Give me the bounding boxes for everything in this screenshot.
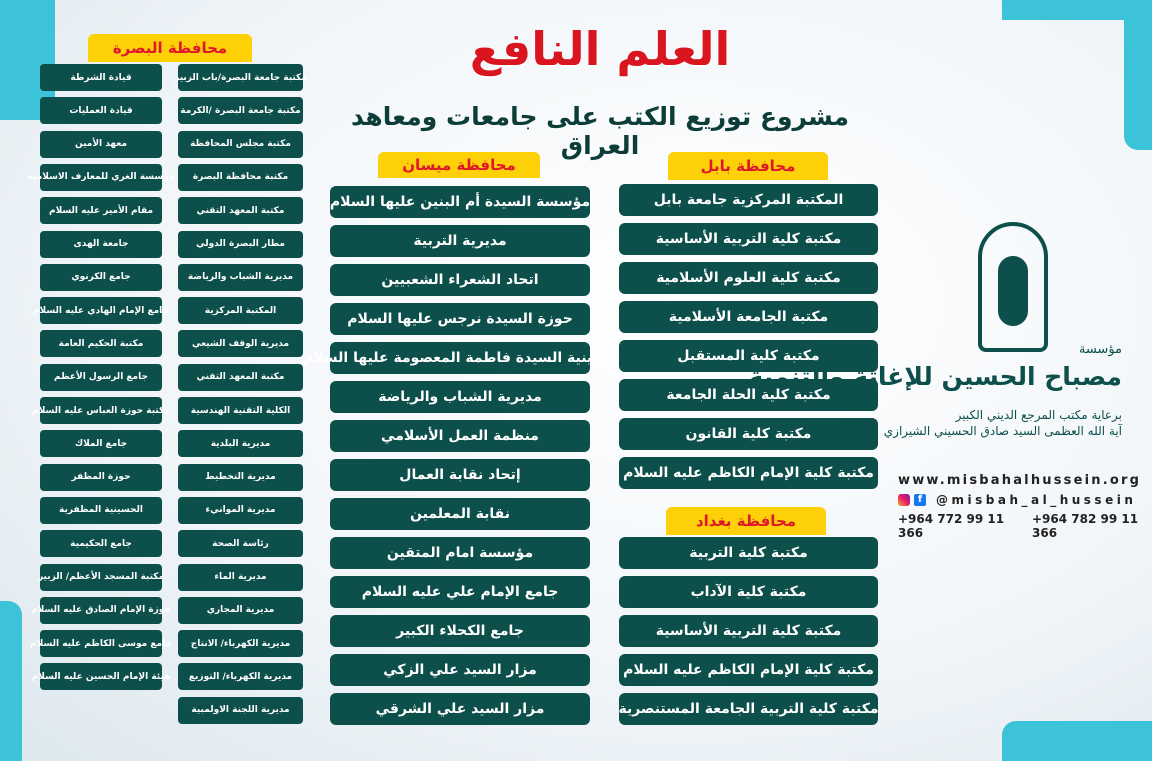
babil-header: محافظة بابل xyxy=(668,152,828,180)
website-link[interactable]: www.misbahalhussein.org xyxy=(898,473,1142,488)
list-item: جامع الإمام الهادي عليه السلام xyxy=(40,297,162,324)
org-patron-line2: آية الله العظمى السيد صادق الحسيني الشيرازي xyxy=(883,424,1122,438)
maysan-header: محافظة ميسان xyxy=(378,152,540,178)
list-item: جامعة الهدى xyxy=(40,231,162,258)
list-item: إتحاد نقابة العمال xyxy=(330,459,590,491)
social-handle[interactable]: @misbah_al_hussein xyxy=(936,493,1137,507)
list-item: مكتبة كلية الحلة الجامعة xyxy=(619,379,878,411)
list-item: جامع موسى الكاظم عليه السلام xyxy=(40,630,162,657)
org-name: مصباح الحسين للإغاثة والتنمية xyxy=(748,362,1122,391)
list-item: مزار السيد علي الشرقي xyxy=(330,693,590,725)
list-item: المكتبة المركزية جامعة بابل xyxy=(619,184,878,216)
list-item: مديرية التربية xyxy=(330,225,590,257)
list-item: جامع الحكيمية xyxy=(40,530,162,557)
list-item: مؤسسة امام المتقين xyxy=(330,537,590,569)
basra-header: محافظة البصرة xyxy=(88,34,252,62)
list-item: جامع الإمام علي عليه السلام xyxy=(330,576,590,608)
list-item: قيادة العمليات xyxy=(40,97,162,124)
list-item: مكتبة محافظة البصرة xyxy=(178,164,303,191)
list-item: مكتبة جامعة البصرة/باب الزبير xyxy=(178,64,303,91)
list-item: الكلية التقنية الهندسية xyxy=(178,397,303,424)
list-item: مكتبة كلية التربية الجامعة المستنصرية xyxy=(619,693,878,725)
list-item: الحسينية المظفرية xyxy=(40,497,162,524)
poster-title: العلم النافع xyxy=(469,22,731,76)
list-item: مكتبة كلية التربية الأساسية xyxy=(619,223,878,255)
list-item: مطار البصرة الدولي xyxy=(178,231,303,258)
list-item: جامع الرسول الأعظم xyxy=(40,364,162,391)
list-item: مديرية اللجنة الاولمبية xyxy=(178,697,303,724)
list-item: مكتبة المعهد التقني xyxy=(178,197,303,224)
decor-corner xyxy=(1124,0,1152,150)
phone-number[interactable]: +964 782 99 11 366 xyxy=(1032,512,1139,540)
list-item: حسينية السيدة فاطمة المعصومة عليها السلام xyxy=(330,342,590,374)
list-item: مديرية الكهرباء/ التوزيع xyxy=(178,663,303,690)
list-item: رئاسة الصحة xyxy=(178,530,303,557)
decor-corner xyxy=(0,601,22,761)
list-item: قيادة الشرطة xyxy=(40,64,162,91)
phone-row xyxy=(898,512,1152,540)
list-item: مديرية البلدية xyxy=(178,430,303,457)
list-item: مديرية الكهرباء/ الانتاج xyxy=(178,630,303,657)
list-item: مؤسسة السيدة أم البنين عليها السلام xyxy=(330,186,590,218)
list-item: جامع الكحلاء الكبير xyxy=(330,615,590,647)
list-item: مديرية الوقف الشيعي xyxy=(178,330,303,357)
list-item: مكتبة كلية التربية الأساسية xyxy=(619,615,878,647)
list-item: اتحاد الشعراء الشعبيين xyxy=(330,264,590,296)
list-item: معهد الأمين xyxy=(40,131,162,158)
organization-logo xyxy=(978,222,1048,352)
list-item: مكتبة كلية الآداب xyxy=(619,576,878,608)
list-item: مكتبة المعهد التقني xyxy=(178,364,303,391)
list-item: مكتبة الجامعة الأسلامية xyxy=(619,301,878,333)
decor-corner xyxy=(1002,721,1152,761)
list-item: حوزة المظفر xyxy=(40,464,162,491)
list-item: مزار السيد علي الزكي xyxy=(330,654,590,686)
list-item: مؤسسة الغري للمعارف الاسلامية xyxy=(40,164,162,191)
list-item: منظمة العمل الأسلامي xyxy=(330,420,590,452)
list-item: مكتبة الحكيم العامة xyxy=(40,330,162,357)
list-item: مكتبة كلية التربية xyxy=(619,537,878,569)
facebook-icon[interactable]: f xyxy=(914,494,926,506)
list-item: مديرية الموانيء xyxy=(178,497,303,524)
instagram-icon[interactable] xyxy=(898,494,910,506)
list-item: مكتبة كلية العلوم الأسلامية xyxy=(619,262,878,294)
phone-number[interactable]: +964 772 99 11 366 xyxy=(898,512,1005,540)
list-item: مكتبة المسجد الأعظم/ الزبير xyxy=(40,564,162,591)
list-item: مقام الأمير عليه السلام xyxy=(40,197,162,224)
list-item: مكتبة كلية المستقبل xyxy=(619,340,878,372)
list-item: مديرية الماء xyxy=(178,564,303,591)
social-row xyxy=(898,493,1136,507)
list-item: جامع الملاك xyxy=(40,430,162,457)
list-item: مكتبة مجلس المحافظة xyxy=(178,131,303,158)
list-item: مديرية المجاري xyxy=(178,597,303,624)
list-item: هيئة الإمام الحسين عليه السلام xyxy=(40,663,162,690)
list-item: مديرية التخطيط xyxy=(178,464,303,491)
list-item: نقابة المعلمين xyxy=(330,498,590,530)
org-patron-line1: برعاية مكتب المرجع الديني الكبير xyxy=(955,408,1122,422)
list-item: مديرية الشباب والرياضة xyxy=(330,381,590,413)
baghdad-header: محافظة بغداد xyxy=(666,507,826,535)
list-item: مكتبة حوزة العباس عليه السلام xyxy=(40,397,162,424)
poster-subtitle: مشروع توزيع الكتب على جامعات ومعاهد العراق xyxy=(350,102,850,160)
list-item: مكتبة كلية القانون xyxy=(619,418,878,450)
org-prefix: مؤسسة xyxy=(1078,342,1122,357)
list-item: حوزة الإمام الصادق عليه السلام xyxy=(40,597,162,624)
list-item: مكتبة كلية الإمام الكاظم عليه السلام xyxy=(619,457,878,489)
list-item: حوزة السيدة نرجس عليها السلام xyxy=(330,303,590,335)
list-item: مكتبة جامعة البصرة /الكرمة xyxy=(178,97,303,124)
list-item: جامع الكرنوي xyxy=(40,264,162,291)
list-item: مديرية الشباب والرياضة xyxy=(178,264,303,291)
list-item: مكتبة كلية الإمام الكاظم عليه السلام xyxy=(619,654,878,686)
list-item: المكتبة المركزية xyxy=(178,297,303,324)
